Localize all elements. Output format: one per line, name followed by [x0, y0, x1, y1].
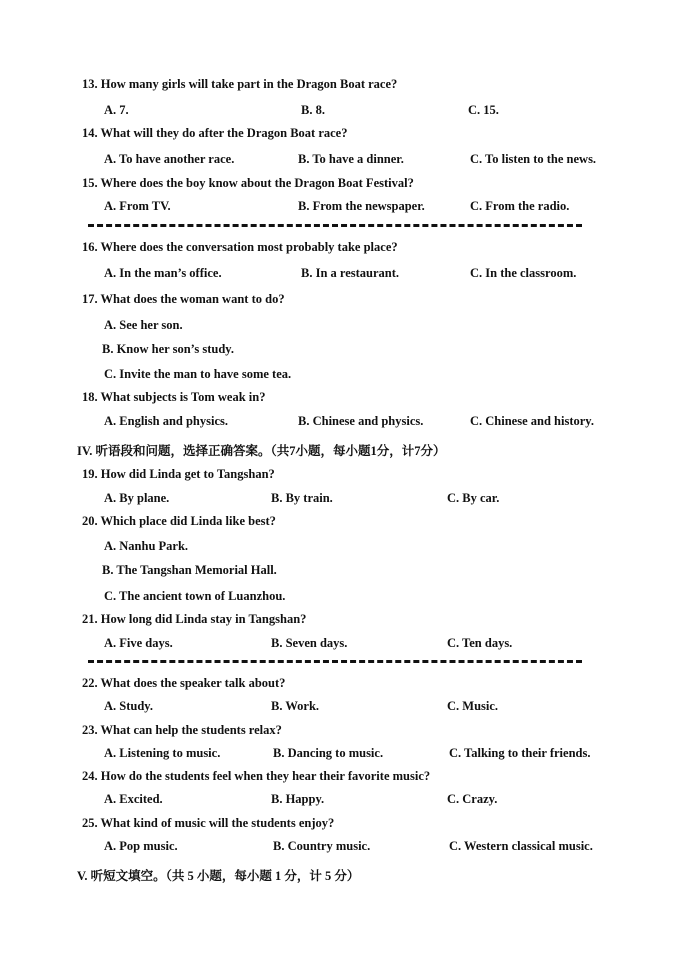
q22-option-c: C. Music. — [447, 699, 499, 713]
q15-option-b: B. From the newspaper. — [298, 199, 425, 213]
q15-option-a: A. From TV. — [104, 199, 171, 213]
q23-option-b: B. Dancing to music. — [273, 746, 384, 760]
q18-option-b: B. Chinese and physics. — [298, 414, 424, 428]
q20-option-c: C. The ancient town of Luanzhou. — [104, 589, 286, 603]
q24-option-a: A. Excited. — [104, 792, 163, 806]
q22-option-b: B. Work. — [271, 699, 320, 713]
q17-option-a: A. See her son. — [104, 318, 183, 332]
question-21: 21. How long did Linda stay in Tangshan? — [82, 612, 307, 626]
section-divider — [88, 224, 582, 227]
q19-option-c: C. By car. — [447, 491, 500, 505]
q19-option-a: A. By plane. — [104, 491, 170, 505]
q23-option-a: A. Listening to music. — [104, 746, 221, 760]
question-22: 22. What does the speaker talk about? — [82, 676, 286, 690]
q24-option-c: C. Crazy. — [447, 792, 498, 806]
q22-option-a: A. Study. — [104, 699, 153, 713]
q20-option-a: A. Nanhu Park. — [104, 539, 189, 553]
question-15: 15. Where does the boy know about the Dragon Boat Festival? — [82, 176, 414, 190]
q24-option-b: B. Happy. — [271, 792, 325, 806]
q14-option-b: B. To have a dinner. — [298, 152, 404, 166]
q25-option-c: C. Western classical music. — [449, 839, 593, 853]
q17-option-c: C. Invite the man to have some tea. — [104, 367, 292, 381]
q21-option-a: A. Five days. — [104, 636, 173, 650]
q20-option-b: B. The Tangshan Memorial Hall. — [102, 563, 277, 577]
q16-option-b: B. In a restaurant. — [301, 266, 400, 280]
q13-option-c: C. 15. — [468, 103, 499, 117]
q13-option-b: B. 8. — [301, 103, 325, 117]
q23-option-c: C. Talking to their friends. — [449, 746, 591, 760]
q25-option-a: A. Pop music. — [104, 839, 178, 853]
q25-option-b: B. Country music. — [273, 839, 371, 853]
q18-option-c: C. Chinese and history. — [470, 414, 594, 428]
q15-option-c: C. From the radio. — [470, 199, 570, 213]
question-13: 13. How many girls will take part in the Dragon Boat race? — [82, 77, 398, 91]
q19-option-b: B. By train. — [271, 491, 333, 505]
section-v-heading: V. 听短文填空。（共 5 小题，每小题 1 分，计 5 分） — [77, 869, 360, 883]
q16-option-a: A. In the man’s office. — [104, 266, 222, 280]
q16-option-c: C. In the classroom. — [470, 266, 577, 280]
q17-option-b: B. Know her son’s study. — [102, 342, 234, 356]
question-25: 25. What kind of music will the students enjoy? — [82, 816, 335, 830]
q21-option-b: B. Seven days. — [271, 636, 348, 650]
q18-option-a: A. English and physics. — [104, 414, 229, 428]
q21-option-c: C. Ten days. — [447, 636, 513, 650]
question-24: 24. How do the students feel when they hear their favorite music? — [82, 769, 431, 783]
question-20: 20. Which place did Linda like best? — [82, 514, 276, 528]
question-18: 18. What subjects is Tom weak in? — [82, 390, 266, 404]
question-14: 14. What will they do after the Dragon Boat race? — [82, 126, 348, 140]
q14-option-c: C. To listen to the news. — [470, 152, 597, 166]
question-19: 19. How did Linda get to Tangshan? — [82, 467, 275, 481]
section-iv-heading: IV. 听语段和问题，选择正确答案。（共7小题，每小题1分，计7分） — [77, 444, 446, 458]
question-16: 16. Where does the conversation most probably take place? — [82, 240, 398, 254]
q14-option-a: A. To have another race. — [104, 152, 235, 166]
question-23: 23. What can help the students relax? — [82, 723, 282, 737]
q13-option-a: A. 7. — [104, 103, 129, 117]
section-divider — [88, 660, 582, 663]
question-17: 17. What does the woman want to do? — [82, 292, 285, 306]
